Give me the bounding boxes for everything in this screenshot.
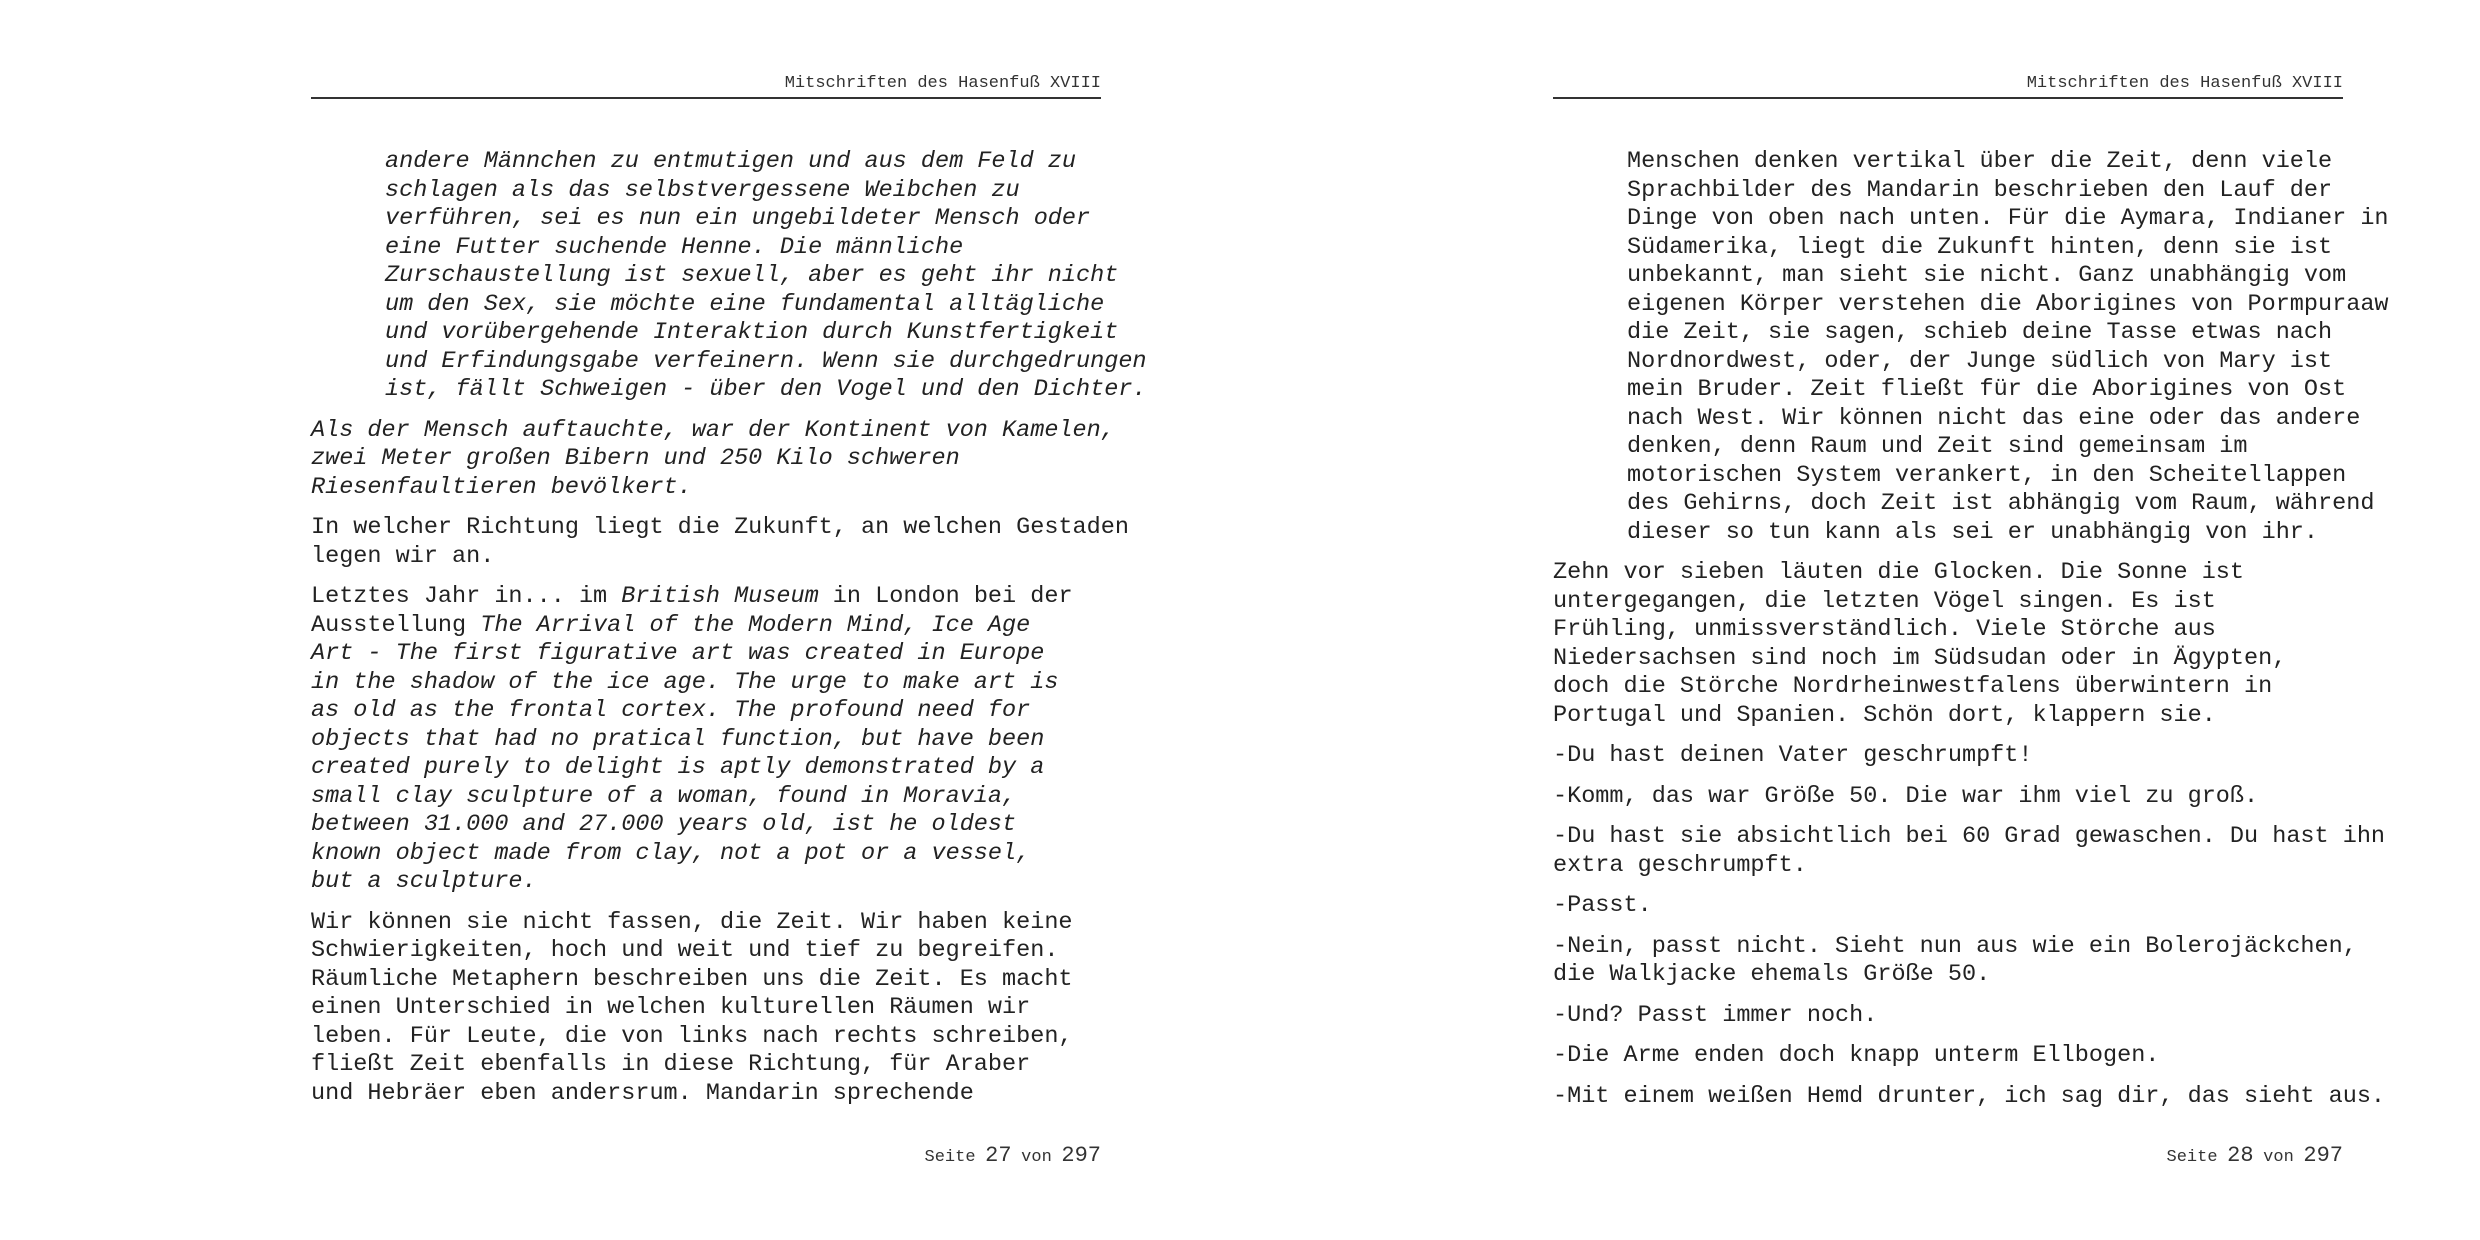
paragraph <box>311 148 1147 405</box>
text-line <box>311 965 1101 995</box>
paragraph <box>311 909 1101 1109</box>
text-run: Zehn vor sieben läuten die Glocken. Die Sonne ist <box>1553 559 2245 586</box>
text-run: mein Bruder. Zeit fließt für die Aborigines von Ost <box>1627 376 2347 403</box>
running-header: Mitschriften des Hasenfuß XVIII <box>784 74 1101 93</box>
text-line <box>385 347 1147 377</box>
text-run: Niedersachsen sind noch im Südsudan oder in Ägypten, <box>1553 644 2287 672</box>
text-run: und Hebräer eben andersrum. Mandarin sprechende <box>311 1079 974 1107</box>
text-line <box>311 908 1101 938</box>
text-line <box>311 697 1101 726</box>
text-line <box>311 583 1101 612</box>
text-run: und vorübergehende Interaktion durch Kunstfertigkeit <box>385 319 1119 346</box>
text-run: legen wir an. <box>311 542 495 570</box>
text-line <box>1627 348 2343 377</box>
paragraph <box>1553 559 2343 730</box>
text-line <box>1553 892 2343 921</box>
text-line <box>311 445 1101 474</box>
text-line <box>311 668 1101 698</box>
text-line <box>311 1051 1101 1080</box>
text-line <box>311 611 1101 641</box>
text-run: unbekannt, man sieht sie nicht. Ganz unabhängig vom <box>1627 262 2347 289</box>
text-run: British Museum <box>621 583 819 610</box>
paragraph <box>1553 783 2343 812</box>
text-run: ist, fällt Schweigen - über den Vogel und den Dichter. <box>385 376 1147 403</box>
text-run: objects that had no pratical function, but have been <box>311 725 1045 753</box>
text-run: eigenen Körper verstehen die Aborigines von Pormpuraaw <box>1627 290 2389 318</box>
text-line <box>1627 376 2347 405</box>
text-line <box>1553 701 2343 731</box>
text-run: Dinge von oben nach unten. Für die Aymara, Indianer in <box>1627 205 2389 232</box>
text-line <box>1553 823 2386 852</box>
text-line <box>311 811 1101 840</box>
text-line <box>311 754 1101 783</box>
text-line <box>311 473 1101 503</box>
text-line <box>1553 616 2343 645</box>
text-line <box>385 290 1105 320</box>
text-run: known object made from clay, not a pot or a vessel, <box>311 839 1031 867</box>
text-run: fließt Zeit ebenfalls in diese Richtung, für Araber <box>311 1051 1031 1078</box>
text-run: but a sculpture. <box>311 868 537 895</box>
text-run: Als der Mensch auftauchte, war der Kontinent von Kamelen, <box>311 416 1115 444</box>
text-run: denken, denn Raum und Zeit sind gemeinsam im <box>1627 433 2248 460</box>
paragraph <box>1553 932 2357 990</box>
text-run: Schwierigkeiten, hoch und weit und tief zu begreifen. <box>311 937 1059 964</box>
text-run: between 31.000 and 27.000 years old, ist he oldest <box>311 811 1017 838</box>
text-run: Wir können sie nicht fassen, die Zeit. Wir haben keine <box>311 908 1073 936</box>
paragraph <box>1553 1002 2343 1031</box>
paragraph <box>1553 148 2389 547</box>
text-line <box>1627 234 2343 263</box>
text-run: -Nein, passt nicht. Sieht nun aus wie ein Bolerojäckchen, <box>1553 932 2357 960</box>
text-line <box>385 148 1101 177</box>
text-line <box>311 416 1115 446</box>
text-run: in the shadow of the ice age. The urge to make art is <box>311 668 1059 696</box>
text-line <box>1553 559 2343 588</box>
text-line <box>1627 461 2347 491</box>
text-run: leben. Für Leute, die von links nach rechts schreiben, <box>311 1022 1073 1050</box>
text-line <box>1553 742 2343 771</box>
text-run: die Walkjacke ehemals Größe 50. <box>1553 961 1991 988</box>
text-run: -Mit einem weißen Hemd drunter, ich sag dir, das sieht aus. <box>1553 1082 2386 1110</box>
text-run: Portugal und Spanien. Schön dort, klappern sie. <box>1553 701 2216 729</box>
text-run: einen Unterschied in welchen kulturellen Räumen wir <box>311 994 1031 1021</box>
paragraph <box>1553 742 2343 771</box>
text-line <box>1627 404 2361 434</box>
text-line <box>385 234 1101 263</box>
text-run: Riesenfaultieren bevölkert. <box>311 473 692 501</box>
text-run: created purely to delight is aptly demonstrated by a <box>311 754 1045 781</box>
text-run: -Die Arme enden doch knapp unterm Ellbogen. <box>1553 1042 2160 1069</box>
text-run: Frühling, unmissverständlich. Viele Störche aus <box>1553 616 2216 643</box>
text-line <box>1553 932 2357 962</box>
text-run: Räumliche Metaphern beschreiben uns die Zeit. Es macht <box>311 965 1073 993</box>
text-line <box>385 205 1101 234</box>
text-line <box>1553 1042 2343 1071</box>
text-run: die Zeit, sie sagen, schieb deine Tasse etwas nach <box>1627 319 2333 346</box>
text-run: in London bei der <box>818 583 1073 610</box>
text-run: Letztes Jahr in... im <box>311 583 622 610</box>
text-run: Ausstellung <box>311 611 481 639</box>
text-run: zwei Meter großen Bibern und 250 Kilo schweren <box>311 445 960 472</box>
text-line <box>311 514 1129 543</box>
footer-seite-label: Seite <box>924 1148 976 1167</box>
header-rule <box>311 97 1101 99</box>
text-run: as old as the frontal cortex. The profound need for <box>311 697 1031 724</box>
footer-total-pages: 297 <box>2303 1143 2343 1168</box>
footer-seite-label: Seite <box>2166 1148 2218 1167</box>
text-line <box>1627 177 2343 206</box>
text-run: small clay sculpture of a woman, found in Moravia, <box>311 782 1017 810</box>
footer-page-number: 27 <box>985 1143 1012 1168</box>
text-line <box>385 262 1119 291</box>
text-run: Zurschaustellung ist sexuell, aber es geht ihr nicht <box>385 262 1119 289</box>
right-page <box>1553 0 2389 1240</box>
text-line <box>311 937 1101 966</box>
text-run: verführen, sei es nun ein ungebildeter Mensch oder <box>385 205 1091 232</box>
paragraph <box>1553 1042 2343 1071</box>
text-line <box>1553 961 2343 990</box>
text-line <box>311 725 1101 755</box>
page-number-footer <box>311 1143 1101 1168</box>
text-run: motorischen System verankert, in den Scheitellappen <box>1627 461 2347 489</box>
text-run: untergegangen, die letzten Vögel singen. Es ist <box>1553 587 2216 615</box>
text-line <box>311 839 1101 869</box>
text-run: schlagen als das selbstvergessene Weibchen zu <box>385 176 1020 204</box>
text-line <box>1627 319 2343 348</box>
text-run: doch die Störche Nordrheinwestfalens überwintern in <box>1553 673 2273 700</box>
text-run: In welcher Richtung liegt die Zukunft, an welchen Gestaden <box>311 514 1129 541</box>
text-line <box>1627 519 2343 548</box>
text-run: nach West. Wir können nicht das eine oder das andere <box>1627 404 2361 432</box>
text-line <box>1553 644 2343 674</box>
paragraph <box>311 514 1129 571</box>
text-line <box>311 994 1101 1023</box>
text-line <box>1553 782 2343 812</box>
page-body <box>311 148 1147 1120</box>
text-line <box>311 542 1101 572</box>
running-header: Mitschriften des Hasenfuß XVIII <box>2026 74 2343 93</box>
text-run: und Erfindungsgabe verfeinern. Wenn sie durchgedrungen <box>385 347 1147 375</box>
text-line <box>1627 433 2343 462</box>
text-run: eine Futter suchende Henne. Die männliche <box>385 233 964 261</box>
paragraph <box>311 416 1115 503</box>
text-line <box>1627 205 2389 234</box>
paragraph <box>311 583 1101 897</box>
text-run: -Komm, das war Größe 50. Die war ihm viel zu groß. <box>1553 782 2259 810</box>
text-line <box>1553 673 2343 702</box>
text-line <box>385 376 1147 405</box>
text-line <box>1627 148 2343 177</box>
text-run: Menschen denken vertikal über die Zeit, denn viele <box>1627 148 2333 175</box>
text-run: The Arrival of the Modern Mind, Ice Age <box>480 611 1031 639</box>
text-run: des Gehirns, doch Zeit ist abhängig vom Raum, während <box>1627 490 2375 517</box>
text-run: Sprachbilder des Mandarin beschrieben den Lauf der <box>1627 176 2333 204</box>
paragraph <box>1553 823 2386 880</box>
text-run: extra geschrumpft. <box>1553 851 1807 879</box>
page-number-footer <box>1553 1143 2343 1168</box>
text-run: -Du hast sie absichtlich bei 60 Grad gewaschen. Du hast ihn <box>1553 823 2386 850</box>
text-line <box>1627 262 2347 291</box>
text-line <box>385 177 1101 206</box>
text-run: -Und? Passt immer noch. <box>1553 1001 1878 1029</box>
text-line <box>1553 1001 2343 1031</box>
left-page <box>311 0 1147 1240</box>
text-line <box>385 319 1119 348</box>
text-line <box>311 782 1101 812</box>
text-line <box>1553 851 2343 881</box>
text-line <box>311 1022 1101 1052</box>
text-run: -Passt. <box>1553 892 1652 919</box>
page-body <box>1553 148 2389 1123</box>
text-run: um den Sex, sie möchte eine fundamental alltägliche <box>385 290 1105 318</box>
header-rule <box>1553 97 2343 99</box>
paragraph <box>1553 892 2343 921</box>
text-run: -Du hast deinen Vater geschrumpft! <box>1553 742 2033 769</box>
footer-von-label: von <box>1021 1148 1052 1167</box>
text-line <box>311 868 1101 897</box>
footer-page-number: 28 <box>2227 1143 2254 1168</box>
text-run: dieser so tun kann als sei er unabhängig von ihr. <box>1627 518 2319 546</box>
text-run: Nordnordwest, oder, der Junge südlich von Mary ist <box>1627 347 2333 375</box>
footer-von-label: von <box>2263 1148 2294 1167</box>
text-line <box>1627 490 2375 519</box>
text-line <box>1553 1082 2386 1112</box>
text-line <box>311 1079 1101 1109</box>
paragraph <box>1553 1082 2386 1112</box>
footer-total-pages: 297 <box>1061 1143 1101 1168</box>
text-run: Südamerika, liegt die Zukunft hinten, denn sie ist <box>1627 233 2333 261</box>
text-line <box>1553 587 2343 617</box>
text-line <box>311 640 1101 669</box>
text-run: Art - The first figurative art was created in Europe <box>311 640 1045 667</box>
text-run: andere Männchen zu entmutigen und aus dem Feld zu <box>385 148 1077 175</box>
text-line <box>1627 290 2389 320</box>
